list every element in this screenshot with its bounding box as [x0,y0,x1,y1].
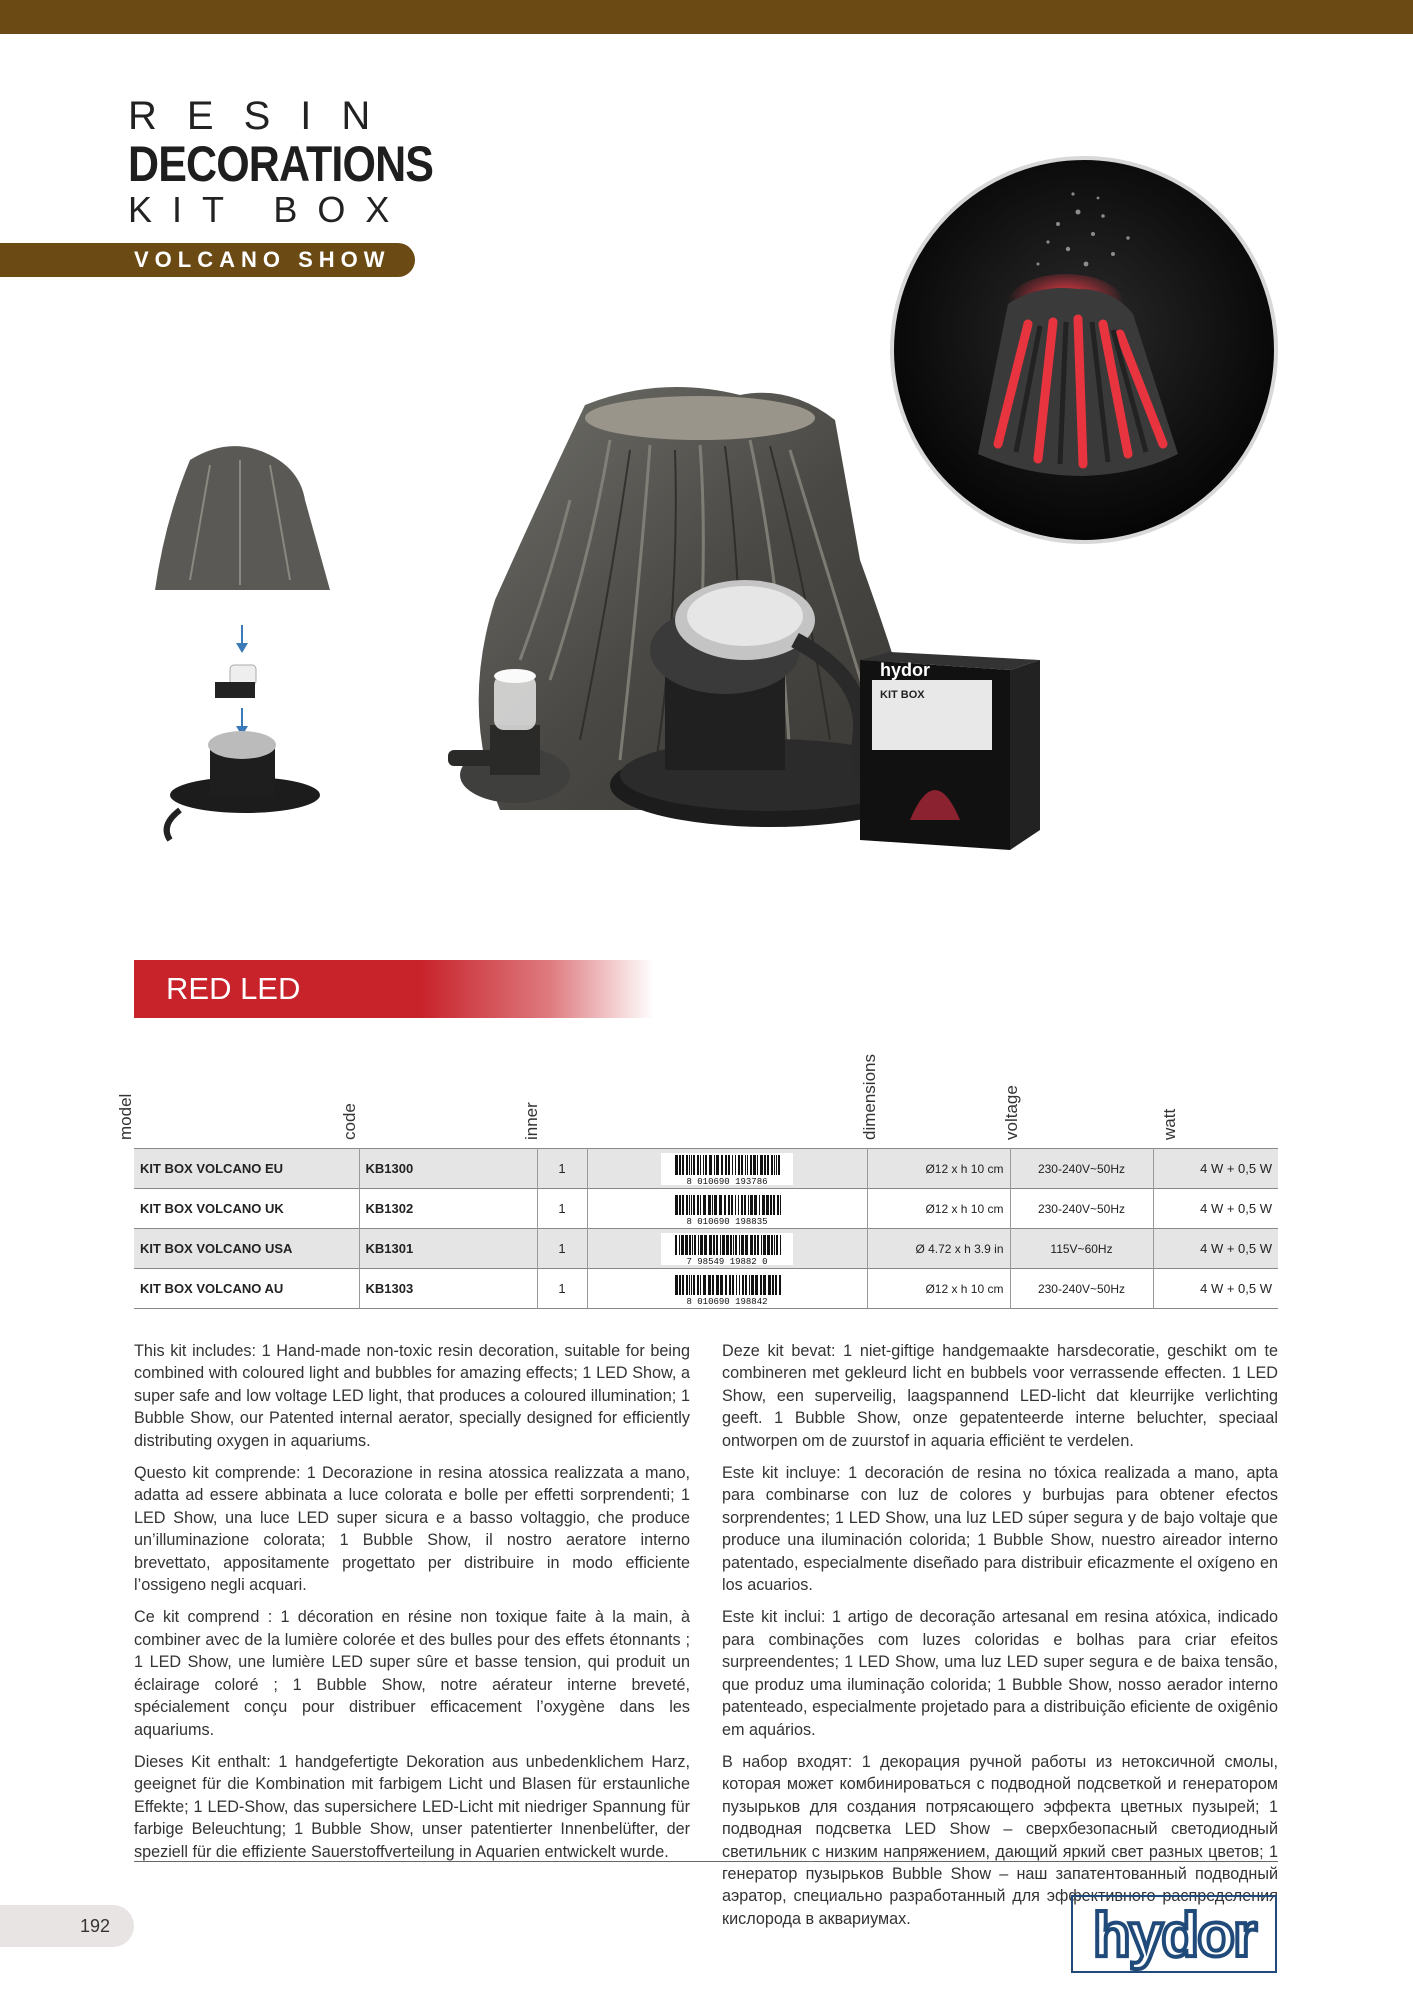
barcode-image [661,1273,793,1305]
svg-text:8 010690 198842: 8 010690 198842 [686,1296,768,1305]
cell-code: KB1300 [359,1149,537,1189]
cell-code: KB1303 [359,1269,537,1309]
hydor-logo [1070,1894,1278,1974]
svg-text:7 98549 19882 0: 7 98549 19882 0 [686,1256,768,1265]
page-number-badge [0,1905,134,1947]
cell-voltage: 230-240V~50Hz [1010,1269,1153,1309]
description-nl: Deze kit bevat: 1 niet-giftige handgemaakte harsdecoratie, geschikt om te combineren met gekleurd licht en bubbels voor verrassende effecten. 1 LED Show, een superveilig, laagspannend LED-licht dat kleurrijke verlichting geeft. 1 Bubble Show, onze gepatenteerde interne beluchter, speciaal ontworpen om de zuurstof in aquaria efficiënt te verdelen. [722,1342,1278,1450]
table-row [134,1229,1278,1269]
cell-model: KIT BOX VOLCANO UK [140,1201,284,1216]
top-bar [0,0,1413,34]
variant-banner [134,960,654,1018]
volcano-decoration-photo [440,380,1080,1000]
svg-text:8 010690 193786: 8 010690 193786 [686,1176,768,1185]
cell-voltage: 115V~60Hz [1010,1229,1153,1269]
cell-watt: 4 W + 0,5 W [1153,1269,1278,1309]
cell-dimensions: Ø12 x h 10 cm [867,1269,1010,1309]
cell-dimensions: Ø12 x h 10 cm [867,1189,1010,1229]
cell-dimensions: Ø 4.72 x h 3.9 in [867,1229,1010,1269]
product-table [134,1148,1278,1309]
description-es: Este kit incluye: 1 decoración de resina no tóxica realizada a mano, apta para combinarse con luz de colores y burbujas para obtener efectos sorprendentes; 1 LED Show, una luz LED súper segura y de bajo voltaje que produce una iluminación colorida; 1 Bubble Show, nuestro aireador interno patentado, especialmente diseñado para distribuir eficazmente el oxígeno en los acuarios. [722,1464,1278,1595]
description-column-left [134,1340,690,1873]
cell-model: KIT BOX VOLCANO AU [140,1281,284,1296]
barcode-image [661,1233,793,1265]
logo-text: hydor [1092,1901,1256,1970]
section-tag [0,243,415,277]
cell-code: KB1301 [359,1229,537,1269]
section-tag-label: VOLCANO SHOW [134,247,391,272]
cell-voltage: 230-240V~50Hz [1010,1149,1153,1189]
description-en: This kit includes: 1 Hand-made non-toxic resin decoration, suitable for being combined with coloured light and bubbles for amazing effects; 1 LED Show, a super safe and low voltage LED light, that produces a coloured illumination; 1 Bubble Show, our Patented internal aerator, specially designed for efficiently distributing oxygen in aquariums. [134,1342,690,1450]
cell-inner: 1 [537,1229,587,1269]
title-line-resin: RESIN [128,94,401,138]
header-inner: inner [522,1102,541,1140]
box-name-text: KIT BOX [880,689,925,701]
description-it: Questo kit comprende: 1 Decorazione in resina atossica realizzata a mano, adatta ad essere abbinata a luce colorata e bolle per effetti sorprendenti; 1 LED Show, una luce LED super sicura e a basso voltaggio, che produce un’illuminazione colorata; 1 Bubble Show, il nostro aeratore interno brevettato, appositamente progettato per distribuire in modo efficiente l’ossigeno negli acquari. [134,1464,690,1595]
header-code: code [340,1103,359,1140]
header-watt: watt [1160,1108,1179,1140]
description-ru: В набор входят: 1 декорация ручной работы из нетоксичной смолы, которая может комбинироваться с подводной подсветкой и генератором пузырьков для создания потрясающего эффекта цветных пузырей; 1 подводная подсветка LED Show – сверхбезопасный светодиодный светильник с низким напряжением, дающий яркий свет разных цветов; 1 генератор пузырьков Bubble Show – наш запатентованный подводный аэратор, специально разработанный для эффективного распределения кислорода в аквариумах. [722,1752,1278,1928]
title-line-kitbox: KIT BOX [128,189,410,230]
cell-watt: 4 W + 0,5 W [1153,1149,1278,1189]
description-de: Dieses Kit enthalt: 1 handgefertigte Dekoration aus unbedenklichem Harz, geeignet für die Kombination mit farbigem Licht und Blasen für erstaunliche Effekte; 1 LED-Show, das supersichere LED-Licht mit niedriger Spannung für farbige Beleuchtung; 1 Bubble Show, unser patentierter Innenbelüfter, der speziell für die effiziente Sauerstoffverteilung in Aquarien entwickelt wurde. [134,1752,690,1861]
header-model: model [116,1093,135,1140]
variant-label: RED LED [166,971,301,1006]
description-pt: Este kit inclui: 1 artigo de decoração artesanal em resina atóxica, indicado para combinações com luzes coloridas e bolhas para criar efeitos surpreendentes; 1 LED Show, uma luz LED super segura e de baixa tensão, que produz uma iluminação colorida; 1 Bubble Show, nosso aerador interno patenteado, especialmente projetado para a distribuição eficiente de oxigênio em aquários. [722,1608,1278,1739]
barcode-image [661,1193,793,1225]
assembly-diagram [150,440,340,870]
page-number: 192 [80,1916,111,1936]
cell-inner: 1 [537,1189,587,1229]
barcode-image [661,1153,793,1185]
cell-code: KB1302 [359,1189,537,1229]
cell-voltage: 230-240V~50Hz [1010,1189,1153,1229]
header-voltage: voltage [1002,1085,1021,1140]
cell-inner: 1 [537,1269,587,1309]
cell-inner: 1 [537,1149,587,1189]
cell-model: KIT BOX VOLCANO EU [134,1149,359,1189]
table-row [134,1269,1278,1309]
cell-watt: 4 W + 0,5 W [1153,1229,1278,1269]
svg-text:8 010690 198835: 8 010690 198835 [686,1216,768,1225]
table-row [134,1149,1278,1189]
description-column-right [722,1340,1278,1940]
arrow-down-icon [236,625,248,653]
table-row [134,1189,1278,1229]
cell-barcode [587,1149,867,1189]
header-dimensions: dimensions [860,1054,879,1140]
cell-barcode [587,1269,867,1309]
page-title [128,94,434,230]
description-fr: Ce kit comprend : 1 décoration en résine non toxique faite à la main, à combiner avec de la lumière colorée et des bulles pour des effets étonnants ; 1 LED Show, une lumière LED super sûre et basse tension, qui produit un éclairage coloré ; 1 Bubble Show, notre aérateur interne breveté, spécialement conçu pour distribuer efficacement l’oxygène dans les aquariums. [134,1608,690,1739]
bottom-divider [134,1861,1278,1862]
cell-barcode [587,1189,867,1229]
cell-watt: 4 W + 0,5 W [1153,1189,1278,1229]
box-brand-text: hydor [880,660,931,680]
cell-dimensions: Ø12 x h 10 cm [867,1149,1010,1189]
cell-barcode [587,1229,867,1269]
cell-model: KIT BOX VOLCANO USA [134,1229,359,1269]
title-line-decorations: DECORATIONS [128,136,434,192]
